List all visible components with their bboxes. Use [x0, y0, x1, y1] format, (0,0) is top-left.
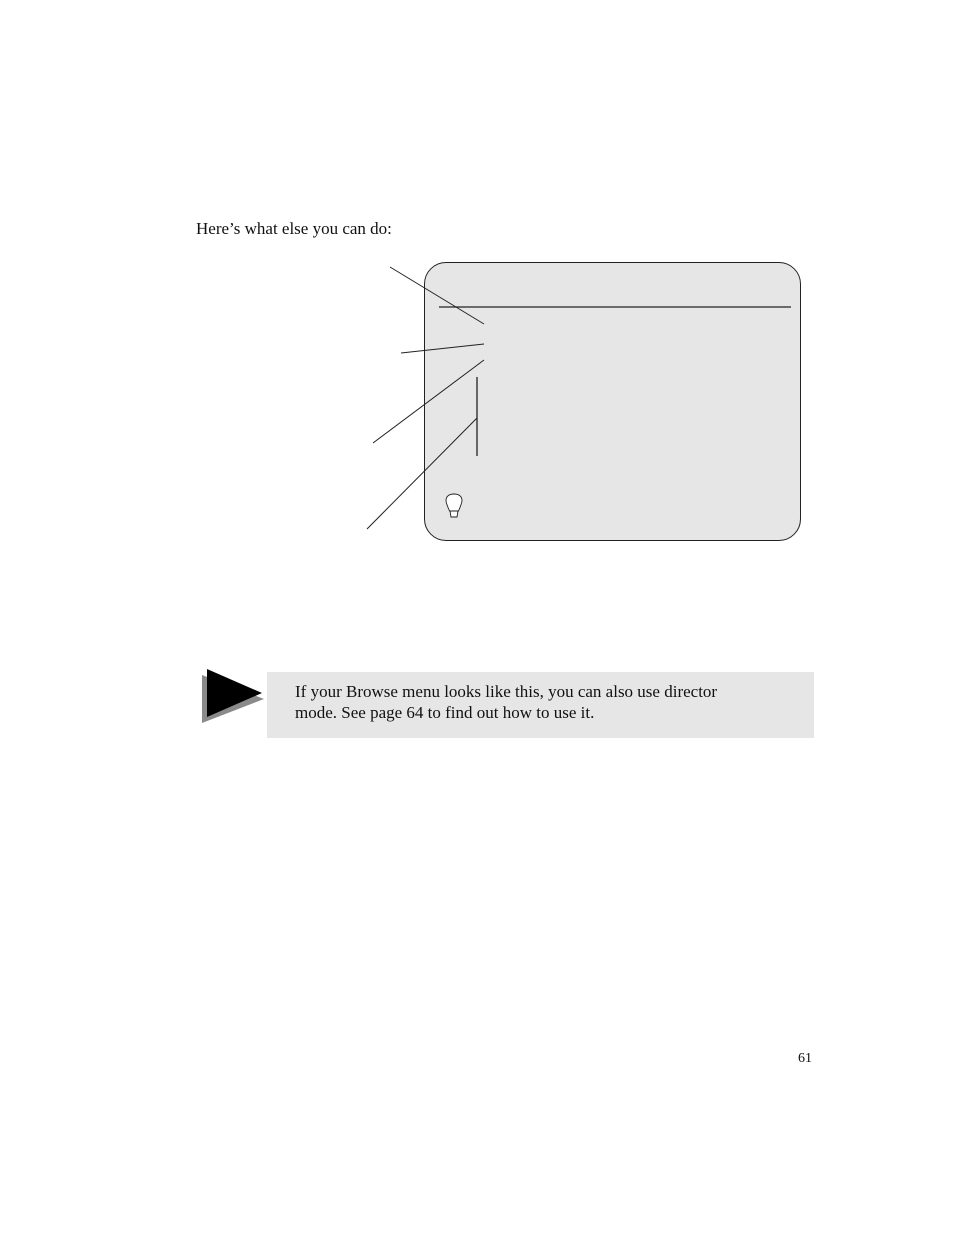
page-number: 61 — [798, 1051, 812, 1066]
browse-menu-screen — [424, 262, 801, 541]
note-line-1: If your Browse menu looks like this, you can also use director — [295, 682, 718, 701]
intro-text: Here’s what else you can do: — [196, 219, 392, 238]
note-box — [267, 672, 814, 738]
note-line-2: mode. See page 64 to find out how to use it. — [295, 703, 595, 722]
note-arrow-icon — [200, 666, 266, 724]
